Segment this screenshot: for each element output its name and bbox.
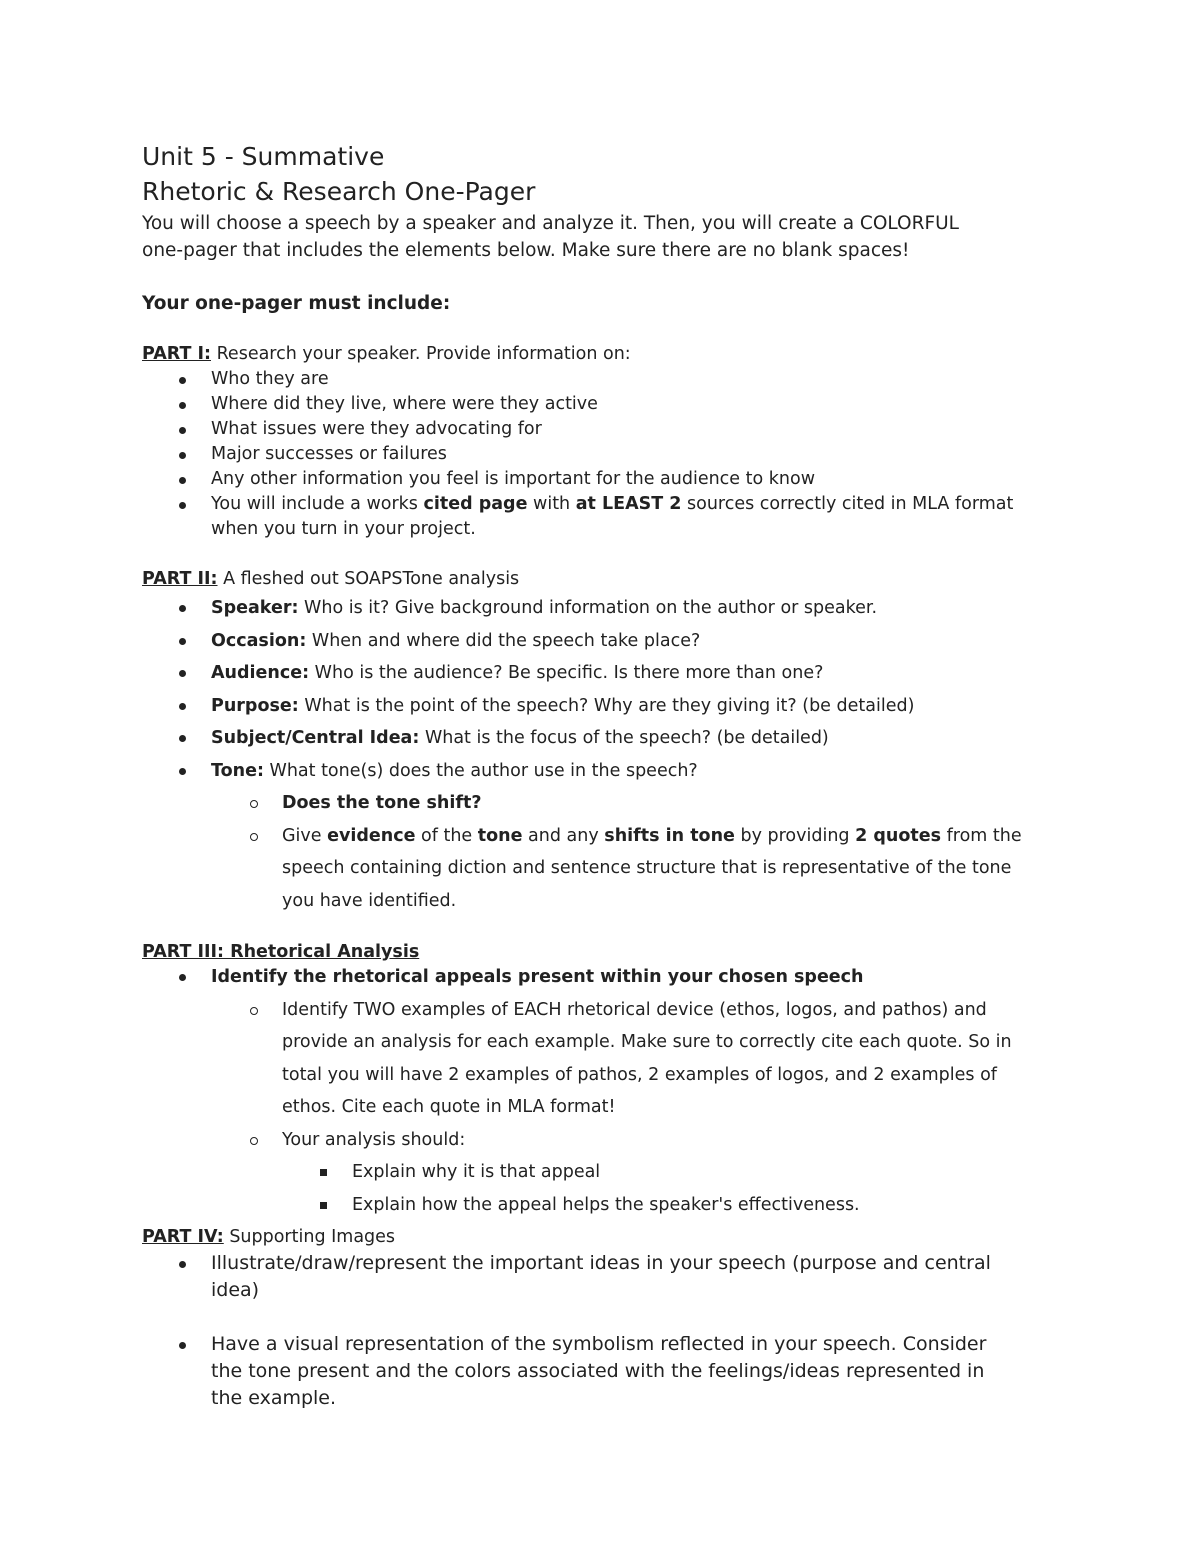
part-4-heading-text: Supporting Images — [223, 1227, 396, 1247]
list-item-illustrate: Illustrate/draw/represent the important ideas in your speech (purpose and central idea) — [142, 1250, 1072, 1304]
sub-item-examples: Identify TWO examples of EACH rhetorical device (ethos, logos, and pathos) and provide an analysis for each example. Make sure to correctly cite each quote. So in total you will have 2 examples of pathos, 2 examples of logos, and 2 examples of ethos. Cite each quote in MLA format! — [142, 994, 1072, 1124]
bullet-icon — [179, 427, 186, 434]
list-item: What issues were they advocating for — [142, 417, 1072, 442]
bullet-icon — [179, 1261, 186, 1268]
sub-item-tone-shift: Does the tone shift? — [142, 787, 1072, 820]
bullet-icon — [179, 452, 186, 459]
list-item: Any other information you feel is important for the audience to know — [142, 467, 1072, 492]
bullet-icon — [179, 402, 186, 409]
list-item-tone: Tone: What tone(s) does the author use in the speech? — [142, 755, 1072, 788]
part-3-list — [142, 961, 1072, 1221]
part-2-heading — [142, 567, 1072, 592]
document-title: Unit 5 - Summative — [142, 142, 385, 171]
bullet-icon — [179, 502, 186, 509]
bullet-icon — [179, 377, 186, 384]
square-bullet-icon — [320, 1202, 327, 1209]
bullet-icon — [179, 638, 186, 645]
part-1-label: PART I: — [142, 344, 211, 364]
part-2-heading-text: A fleshed out SOAPSTone analysis — [217, 569, 520, 589]
part-2-list — [142, 592, 1072, 917]
list-item-subject: Subject/Central Idea: What is the focus of the speech? (be detailed) — [142, 722, 1072, 755]
part-3-section — [142, 940, 1072, 1221]
sub-sub-item: Explain how the appeal helps the speaker's effectiveness. — [142, 1189, 1072, 1222]
part-1-heading-text: Research your speaker. Provide information on: — [211, 344, 631, 364]
intro-line: one-pager that includes the elements below. Make sure there are no blank spaces! — [142, 240, 910, 261]
part-1-list — [142, 367, 1072, 542]
must-include-heading: Your one-pager must include: — [142, 293, 451, 314]
part-4-heading — [142, 1225, 1072, 1250]
sub-item-evidence: Give evidence of the tone and any shifts in tone by providing 2 quotes from the speech containing diction and sentence structure that is representative of the tone you have identified. — [142, 820, 1072, 918]
part-4-label: PART IV: — [142, 1227, 224, 1247]
sub-item-analysis: Your analysis should: — [142, 1124, 1072, 1157]
list-item: Major successes or failures — [142, 442, 1072, 467]
list-item: Who they are — [142, 367, 1072, 392]
part-1-section — [142, 342, 1072, 542]
intro-paragraph — [142, 210, 1072, 264]
document-subtitle: Rhetoric & Research One-Pager — [142, 177, 536, 206]
part-2-section — [142, 567, 1072, 917]
hollow-bullet-icon — [250, 1137, 258, 1145]
list-item-works-cited: You will include a works cited page with at LEAST 2 sources correctly cited in MLA format when you turn in your project. — [142, 492, 1072, 542]
list-item-identify: Identify the rhetorical appeals present within your chosen speech — [142, 961, 1072, 994]
list-item-audience: Audience: Who is the audience? Be specific. Is there more than one? — [142, 657, 1072, 690]
part-1-heading — [142, 342, 1072, 367]
bullet-icon — [179, 670, 186, 677]
hollow-bullet-icon — [250, 833, 258, 841]
bullet-icon — [179, 768, 186, 775]
part-2-label: PART II: — [142, 569, 218, 589]
part-4-list — [142, 1250, 1072, 1412]
list-item: Where did they live, where were they active — [142, 392, 1072, 417]
bullet-icon — [179, 735, 186, 742]
hollow-bullet-icon — [250, 1007, 258, 1015]
list-item-speaker: Speaker: Who is it? Give background information on the author or speaker. — [142, 592, 1072, 625]
part-3-label: PART III: Rhetorical Analysis — [142, 942, 420, 962]
sub-sub-item: Explain why it is that appeal — [142, 1156, 1072, 1189]
bullet-icon — [179, 974, 186, 981]
bullet-icon — [179, 1342, 186, 1349]
list-item-occasion: Occasion: When and where did the speech take place? — [142, 625, 1072, 658]
bullet-icon — [179, 477, 186, 484]
list-item-visual: Have a visual representation of the symbolism reflected in your speech. Consider the tone present and the colors associated with the feelings/ideas represented in the example. — [142, 1331, 1072, 1412]
bullet-icon — [179, 703, 186, 710]
intro-line: You will choose a speech by a speaker and analyze it. Then, you will create a COLORFUL — [142, 213, 959, 234]
list-item-purpose: Purpose: What is the point of the speech? Why are they giving it? (be detailed) — [142, 690, 1072, 723]
hollow-bullet-icon — [250, 800, 258, 808]
square-bullet-icon — [320, 1169, 327, 1176]
header — [142, 139, 1072, 209]
bullet-icon — [179, 605, 186, 612]
part-4-section — [142, 1225, 1072, 1412]
